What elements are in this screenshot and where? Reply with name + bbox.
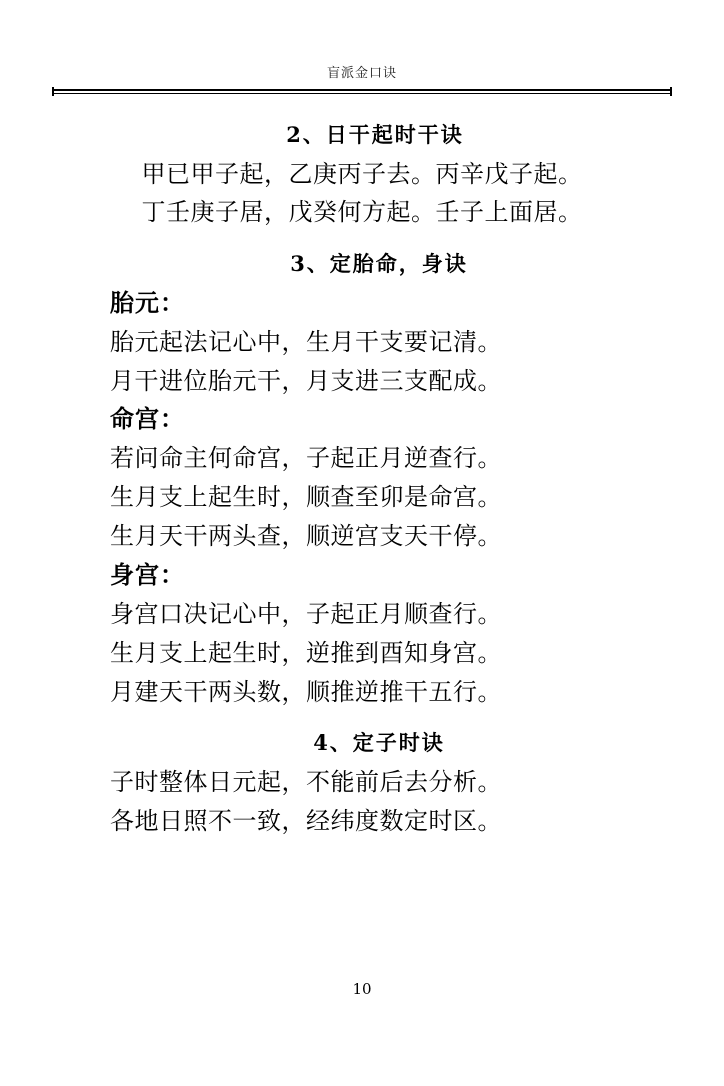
verse-line: 生月支上起生时，逆推到酉知身宫。	[110, 638, 502, 667]
verse-line: 若问命主何命宫，子起正月逆查行。	[110, 444, 502, 473]
document-body	[62, 95, 662, 841]
header-divider	[52, 89, 672, 95]
spacer	[62, 232, 662, 238]
page-number: 10	[352, 980, 372, 998]
verse-line: 胎元起法记心中，生月干支要记清。	[110, 327, 502, 356]
subsection-label-taiyuan: 胎元：	[110, 287, 185, 317]
section-heading-2: 2、日干起时干诀	[286, 122, 464, 147]
divider-thick-line	[52, 89, 672, 91]
verse-line: 月建天干两头数，顺推逆推干五行。	[110, 677, 502, 706]
divider-thin-line	[52, 93, 672, 94]
subsection-label-minggong: 命宫：	[110, 404, 185, 434]
verse-line: 月干进位胎元干，月支进三支配成。	[110, 366, 502, 395]
spacer	[62, 711, 662, 717]
section-heading-4: 4、定子时诀	[313, 730, 445, 756]
subsection-label-shengong: 身宫：	[110, 559, 185, 589]
document-page	[0, 62, 724, 1086]
running-header: 盲派金口诀	[326, 66, 397, 81]
verse-line: 丁壬庚子居，戊癸何方起。壬子上面居。	[141, 198, 583, 227]
verse-line: 子时整体日元起，不能前后去分析。	[110, 767, 502, 796]
verse-line: 身宫口决记心中，子起正月顺查行。	[110, 599, 502, 628]
section-heading-3: 3、定胎命，身诀	[290, 251, 468, 277]
verse-line: 生月天干两头查，顺逆宫支天干停。	[110, 522, 502, 550]
verse-line: 甲已甲子起，乙庚丙子去。丙辛戊子起。	[141, 159, 583, 188]
verse-line: 生月支上起生时，顺查至卯是命宫。	[110, 483, 502, 512]
divider-cap-right	[670, 87, 672, 96]
verse-line: 各地日照不一致，经纬度数定时区。	[110, 806, 502, 835]
